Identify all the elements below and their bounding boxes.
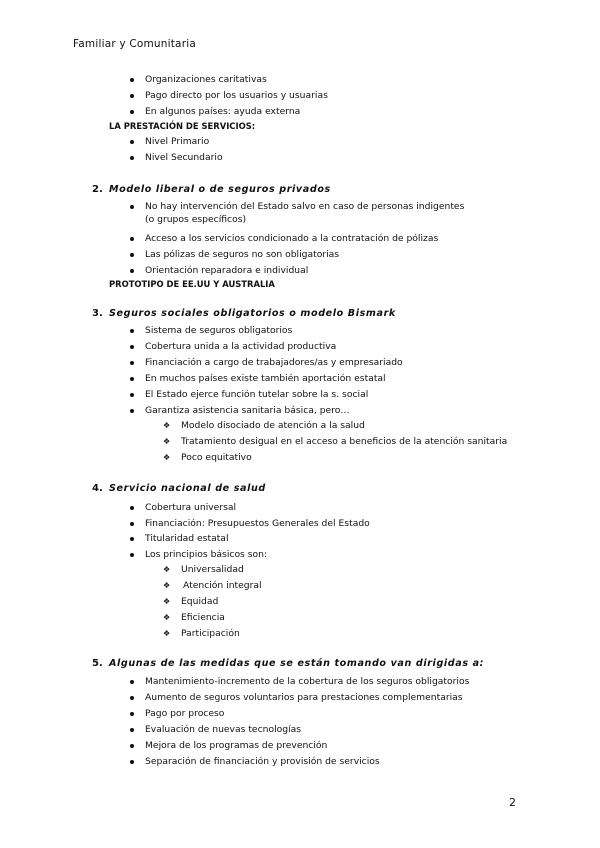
bullet (130, 361, 134, 365)
bullet (130, 553, 134, 557)
sub-list-item: Universalidad (181, 564, 244, 575)
diamond-bullet-icon: ❖ (163, 613, 171, 622)
sub-list-item: Modelo disociado de atención a la salud (181, 420, 365, 431)
bullet (130, 156, 134, 160)
bullet (130, 760, 134, 764)
bullet (130, 269, 134, 273)
diamond-bullet-icon: ❖ (163, 565, 171, 574)
list-item: Nivel Primario (145, 136, 210, 147)
list-item: Pago por proceso (145, 708, 225, 719)
section-title: Algunas de las medidas que se están tomando van dirigidas a: (109, 658, 485, 669)
list-item: El Estado ejerce función tutelar sobre la s. social (145, 389, 369, 400)
list-item: Garantiza asistencia sanitaria básica, pero… (145, 405, 350, 416)
sub-list-item: Poco equitativo (181, 452, 252, 463)
bullet (130, 696, 134, 700)
bullet (130, 237, 134, 241)
sub-heading: LA PRESTACIÓN DE SERVICIOS: (109, 121, 256, 131)
diamond-bullet-icon: ❖ (163, 437, 171, 446)
bullet (130, 205, 134, 209)
list-item: Financiación a cargo de trabajadores/as y empresariado (145, 357, 403, 368)
section-number: 4. (92, 483, 103, 494)
list-item: En muchos países existe también aportación estatal (145, 373, 386, 384)
section-title: Servicio nacional de salud (109, 483, 266, 494)
bullet (130, 345, 134, 349)
sub-list-item: Tratamiento desigual en el acceso a beneficios de la atención sanitaria (181, 436, 508, 447)
list-item: Cobertura unida a la actividad productiva (145, 341, 337, 352)
bullet (130, 712, 134, 716)
list-item: Acceso a los servicios condicionado a la contratación de pólizas (145, 233, 439, 244)
bullet (130, 744, 134, 748)
bullet (130, 94, 134, 98)
list-item: Pago directo por los usuarios y usuarias (145, 90, 328, 101)
sub-list-item: Equidad (181, 596, 219, 607)
list-item: Sistema de seguros obligatorios (145, 325, 293, 336)
list-item: Organizaciones caritativas (145, 74, 267, 85)
section-number: 3. (92, 308, 103, 319)
list-item: Cobertura universal (145, 502, 237, 513)
bullet (130, 393, 134, 397)
bullet (130, 253, 134, 257)
list-item: No hay intervención del Estado salvo en caso de personas indigentes (o grupos específicos) (145, 201, 465, 225)
bullet (130, 680, 134, 684)
sub-list-item: Participación (181, 628, 240, 639)
list-item: En algunos países: ayuda externa (145, 106, 301, 117)
sub-list-item: Atención integral (183, 580, 262, 591)
list-item: Orientación reparadora e individual (145, 265, 309, 276)
section-title: Seguros sociales obligatorios o modelo Bismark (109, 308, 396, 319)
bullet (130, 728, 134, 732)
list-item: Evaluación de nuevas tecnologías (145, 724, 302, 735)
list-item: Nivel Secundario (145, 152, 223, 163)
prototype-note: PROTOTIPO DE EE.UU Y AUSTRALIA (109, 279, 275, 289)
diamond-bullet-icon: ❖ (163, 453, 171, 462)
section-title: Modelo liberal o de seguros privados (109, 184, 331, 195)
list-item: Aumento de seguros voluntarios para prestaciones complementarias (145, 692, 463, 703)
list-item: Mejora de los programas de prevención (145, 740, 328, 751)
diamond-bullet-icon: ❖ (163, 629, 171, 638)
page-header: Familiar y Comunitaria (73, 38, 196, 50)
bullet (130, 409, 134, 413)
diamond-bullet-icon: ❖ (163, 597, 171, 606)
diamond-bullet-icon: ❖ (163, 421, 171, 430)
list-item: Las pólizas de seguros no son obligatorias (145, 249, 340, 260)
list-item: Separación de financiación y provisión de servicios (145, 756, 380, 767)
page-number: 2 (509, 796, 516, 809)
list-item: Titularidad estatal (145, 533, 229, 544)
bullet (130, 377, 134, 381)
bullet (130, 537, 134, 541)
list-item: Mantenimiento-incremento de la cobertura de los seguros obligatorios (145, 676, 470, 687)
diamond-bullet-icon: ❖ (163, 581, 171, 590)
list-item: Los principios básicos son: (145, 549, 268, 560)
section-number: 2. (92, 184, 103, 195)
bullet (130, 506, 134, 510)
bullet (130, 522, 134, 526)
bullet (130, 78, 134, 82)
list-item: Financiación: Presupuestos Generales del Estado (145, 518, 370, 529)
bullet (130, 329, 134, 333)
sub-list-item: Eficiencia (181, 612, 225, 623)
section-number: 5. (92, 658, 103, 669)
bullet (130, 140, 134, 144)
bullet (130, 110, 134, 114)
